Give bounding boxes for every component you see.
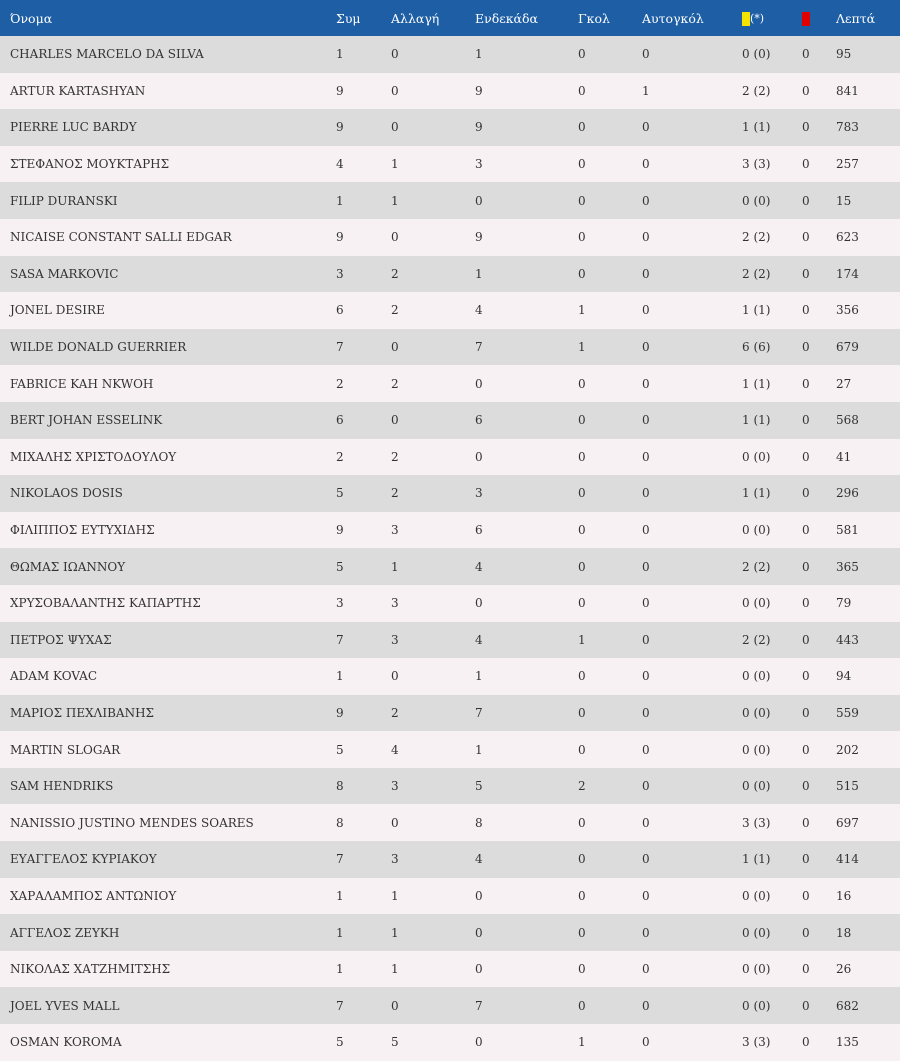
cell-starter: 4	[475, 559, 483, 574]
cell-yellow: 1 (1)	[742, 486, 771, 501]
table-row	[0, 548, 900, 585]
cell-sub: 3	[391, 596, 399, 611]
cell-name: ARTUR KARTASHYAN	[10, 83, 146, 98]
cell-name: ΦΙΛΙΠΠΟΣ ΕΥΤΥΧΙΔΗΣ	[10, 523, 155, 538]
cell-minutes: 41	[836, 449, 852, 464]
cell-minutes: 783	[836, 120, 859, 135]
cell-yellow: 0 (0)	[742, 779, 771, 794]
cell-goals: 0	[578, 998, 586, 1013]
cell-sub: 0	[391, 413, 399, 428]
col-header-goals[interactable]: Γκολ	[578, 10, 610, 26]
cell-starter: 0	[475, 596, 483, 611]
cell-starter: 7	[475, 998, 483, 1013]
cell-goals: 0	[578, 266, 586, 281]
cell-own-goals: 0	[642, 340, 650, 355]
cell-red: 0	[802, 83, 810, 98]
cell-starter: 6	[475, 413, 483, 428]
cell-sub: 3	[391, 632, 399, 647]
cell-sub: 1	[391, 888, 399, 903]
cell-goals: 0	[578, 523, 586, 538]
cell-starter: 6	[475, 523, 483, 538]
cell-goals: 0	[578, 888, 586, 903]
cell-goals: 0	[578, 449, 586, 464]
cell-starter: 7	[475, 340, 483, 355]
cell-yellow: 0 (0)	[742, 47, 771, 62]
cell-apps: 9	[336, 83, 344, 98]
cell-own-goals: 0	[642, 376, 650, 391]
cell-sub: 4	[391, 742, 399, 757]
cell-sub: 2	[391, 376, 399, 391]
cell-sub: 2	[391, 266, 399, 281]
cell-sub: 2	[391, 486, 399, 501]
table-row	[0, 951, 900, 988]
cell-own-goals: 0	[642, 779, 650, 794]
cell-apps: 1	[336, 193, 344, 208]
cell-minutes: 26	[836, 962, 852, 977]
cell-goals: 1	[578, 632, 586, 647]
cell-name: ΜΑΡΙΟΣ ΠΕΧΛΙΒΑΝΗΣ	[10, 705, 155, 720]
cell-apps: 9	[336, 705, 344, 720]
cell-goals: 0	[578, 83, 586, 98]
cell-apps: 8	[336, 779, 344, 794]
cell-own-goals: 0	[642, 705, 650, 720]
cell-minutes: 414	[836, 852, 859, 867]
cell-yellow: 0 (0)	[742, 193, 771, 208]
cell-own-goals: 0	[642, 596, 650, 611]
table-row	[0, 695, 900, 732]
cell-yellow: 6 (6)	[742, 340, 771, 355]
cell-name: FILIP DURANSKI	[10, 193, 118, 208]
cell-starter: 3	[475, 157, 483, 172]
cell-goals: 0	[578, 852, 586, 867]
cell-apps: 1	[336, 925, 344, 940]
cell-starter: 9	[475, 120, 483, 135]
cell-red: 0	[802, 486, 810, 501]
cell-red: 0	[802, 925, 810, 940]
table-row	[0, 256, 900, 293]
cell-red: 0	[802, 779, 810, 794]
cell-name: ΜΙΧΑΛΗΣ ΧΡΙΣΤΟΔΟΥΛΟΥ	[10, 449, 177, 464]
cell-own-goals: 0	[642, 559, 650, 574]
cell-red: 0	[802, 340, 810, 355]
cell-name: ΧΡΥΣΟΒΑΛΑΝΤΗΣ ΚΑΠΑΡΤΗΣ	[10, 596, 201, 611]
cell-name: ΑΓΓΕΛΟΣ ΖΕΥΚΗ	[10, 925, 120, 940]
cell-yellow: 0 (0)	[742, 596, 771, 611]
cell-apps: 9	[336, 120, 344, 135]
cell-yellow: 0 (0)	[742, 742, 771, 757]
cell-name: NANISSIO JUSTINO MENDES SOARES	[10, 815, 254, 830]
cell-minutes: 174	[836, 266, 859, 281]
cell-apps: 7	[336, 632, 344, 647]
cell-sub: 0	[391, 47, 399, 62]
cell-minutes: 257	[836, 157, 859, 172]
table-row	[0, 987, 900, 1024]
cell-apps: 1	[336, 888, 344, 903]
cell-red: 0	[802, 47, 810, 62]
table-row	[0, 475, 900, 512]
table-row	[0, 109, 900, 146]
cell-minutes: 697	[836, 815, 859, 830]
cell-yellow: 2 (2)	[742, 83, 771, 98]
cell-red: 0	[802, 523, 810, 538]
cell-own-goals: 0	[642, 120, 650, 135]
table-row	[0, 365, 900, 402]
cell-starter: 0	[475, 962, 483, 977]
cell-minutes: 202	[836, 742, 859, 757]
cell-red: 0	[802, 303, 810, 318]
cell-red: 0	[802, 413, 810, 428]
table-row	[0, 878, 900, 915]
cell-name: NICAISE CONSTANT SALLI EDGAR	[10, 230, 232, 245]
cell-yellow: 0 (0)	[742, 669, 771, 684]
cell-own-goals: 0	[642, 193, 650, 208]
cell-starter: 0	[475, 1035, 483, 1050]
cell-starter: 7	[475, 705, 483, 720]
table-row	[0, 439, 900, 476]
table-row	[0, 36, 900, 73]
cell-name: ΣΤΕΦΑΝΟΣ ΜΟΥΚΤΑΡΗΣ	[10, 157, 170, 172]
cell-apps: 2	[336, 376, 344, 391]
cell-goals: 0	[578, 413, 586, 428]
table-row	[0, 841, 900, 878]
cell-yellow: 0 (0)	[742, 523, 771, 538]
cell-name: PIERRE LUC BARDY	[10, 120, 137, 135]
table-row	[0, 329, 900, 366]
cell-starter: 1	[475, 742, 483, 757]
cell-apps: 1	[336, 962, 344, 977]
cell-sub: 0	[391, 815, 399, 830]
cell-red: 0	[802, 157, 810, 172]
cell-red: 0	[802, 120, 810, 135]
cell-starter: 4	[475, 632, 483, 647]
table-header-row	[0, 0, 900, 36]
cell-apps: 1	[336, 669, 344, 684]
cell-red: 0	[802, 193, 810, 208]
cell-apps: 1	[336, 47, 344, 62]
cell-sub: 1	[391, 193, 399, 208]
cell-red: 0	[802, 376, 810, 391]
table-row	[0, 402, 900, 439]
cell-starter: 0	[475, 888, 483, 903]
cell-starter: 1	[475, 266, 483, 281]
cell-sub: 0	[391, 998, 399, 1013]
cell-goals: 2	[578, 779, 586, 794]
cell-apps: 7	[336, 852, 344, 867]
cell-goals: 0	[578, 47, 586, 62]
cell-goals: 0	[578, 230, 586, 245]
cell-starter: 0	[475, 193, 483, 208]
cell-own-goals: 0	[642, 632, 650, 647]
cell-minutes: 365	[836, 559, 859, 574]
cell-sub: 0	[391, 230, 399, 245]
cell-minutes: 95	[836, 47, 852, 62]
table-row	[0, 768, 900, 805]
cell-yellow: 2 (2)	[742, 632, 771, 647]
col-header-name[interactable]: Όνομα	[10, 10, 53, 26]
cell-minutes: 356	[836, 303, 859, 318]
cell-minutes: 515	[836, 779, 859, 794]
cell-own-goals: 0	[642, 962, 650, 977]
cell-minutes: 443	[836, 632, 859, 647]
cell-own-goals: 0	[642, 852, 650, 867]
cell-own-goals: 0	[642, 888, 650, 903]
cell-name: NIKOLAOS DOSIS	[10, 486, 123, 501]
cell-goals: 0	[578, 559, 586, 574]
cell-own-goals: 0	[642, 925, 650, 940]
cell-yellow: 2 (2)	[742, 559, 771, 574]
cell-red: 0	[802, 962, 810, 977]
col-header-red[interactable]	[802, 0, 836, 36]
cell-apps: 3	[336, 596, 344, 611]
cell-own-goals: 0	[642, 523, 650, 538]
cell-yellow: 3 (3)	[742, 815, 771, 830]
cell-name: FABRICE KAH NKWOH	[10, 376, 154, 391]
cell-apps: 9	[336, 523, 344, 538]
table-row	[0, 914, 900, 951]
cell-apps: 5	[336, 1035, 344, 1050]
cell-red: 0	[802, 742, 810, 757]
table-row	[0, 622, 900, 659]
cell-apps: 5	[336, 742, 344, 757]
cell-starter: 4	[475, 852, 483, 867]
table-row	[0, 658, 900, 695]
cell-sub: 1	[391, 962, 399, 977]
cell-red: 0	[802, 449, 810, 464]
col-header-own-goals[interactable]: Αυτογκόλ	[642, 10, 704, 26]
cell-yellow: 2 (2)	[742, 230, 771, 245]
cell-own-goals: 0	[642, 413, 650, 428]
cell-red: 0	[802, 888, 810, 903]
cell-yellow: 3 (3)	[742, 1035, 771, 1050]
cell-red: 0	[802, 559, 810, 574]
cell-yellow: 1 (1)	[742, 303, 771, 318]
cell-yellow: 1 (1)	[742, 413, 771, 428]
cell-goals: 0	[578, 486, 586, 501]
cell-name: ΘΩΜΑΣ ΙΩΑΝΝΟΥ	[10, 559, 126, 574]
cell-minutes: 679	[836, 340, 859, 355]
cell-own-goals: 0	[642, 303, 650, 318]
cell-yellow: 3 (3)	[742, 157, 771, 172]
cell-goals: 1	[578, 1035, 586, 1050]
cell-goals: 0	[578, 193, 586, 208]
cell-name: ADAM KOVAC	[10, 669, 98, 684]
cell-starter: 0	[475, 449, 483, 464]
yellow-suffix: (*)	[750, 12, 765, 26]
cell-own-goals: 0	[642, 47, 650, 62]
cell-goals: 0	[578, 157, 586, 172]
cell-red: 0	[802, 852, 810, 867]
cell-minutes: 15	[836, 193, 852, 208]
cell-yellow: 0 (0)	[742, 888, 771, 903]
cell-sub: 0	[391, 669, 399, 684]
yellow-card-icon	[742, 12, 750, 26]
cell-own-goals: 1	[642, 83, 650, 98]
cell-apps: 6	[336, 303, 344, 318]
cell-own-goals: 0	[642, 157, 650, 172]
cell-name: BERT JOHAN ESSELINK	[10, 413, 163, 428]
cell-goals: 1	[578, 340, 586, 355]
cell-apps: 2	[336, 449, 344, 464]
cell-yellow: 1 (1)	[742, 852, 771, 867]
cell-yellow: 0 (0)	[742, 998, 771, 1013]
cell-minutes: 581	[836, 523, 859, 538]
cell-minutes: 296	[836, 486, 859, 501]
cell-starter: 9	[475, 83, 483, 98]
cell-name: ΝΙΚΟΛΑΣ ΧΑΤΖΗΜΙΤΣΗΣ	[10, 962, 171, 977]
cell-red: 0	[802, 596, 810, 611]
cell-name: ΠΕΤΡΟΣ ΨΥΧΑΣ	[10, 632, 112, 647]
cell-own-goals: 0	[642, 1035, 650, 1050]
cell-goals: 0	[578, 669, 586, 684]
cell-minutes: 623	[836, 230, 859, 245]
cell-apps: 6	[336, 413, 344, 428]
cell-sub: 1	[391, 559, 399, 574]
cell-minutes: 94	[836, 669, 852, 684]
cell-goals: 0	[578, 962, 586, 977]
cell-minutes: 27	[836, 376, 852, 391]
cell-starter: 8	[475, 815, 483, 830]
cell-sub: 0	[391, 83, 399, 98]
cell-own-goals: 0	[642, 669, 650, 684]
cell-name: WILDE DONALD GUERRIER	[10, 340, 187, 355]
cell-goals: 0	[578, 120, 586, 135]
cell-red: 0	[802, 669, 810, 684]
cell-sub: 0	[391, 340, 399, 355]
cell-apps: 3	[336, 266, 344, 281]
cell-own-goals: 0	[642, 742, 650, 757]
cell-goals: 0	[578, 925, 586, 940]
table-row	[0, 219, 900, 256]
cell-starter: 1	[475, 47, 483, 62]
cell-own-goals: 0	[642, 815, 650, 830]
cell-sub: 3	[391, 852, 399, 867]
cell-goals: 0	[578, 742, 586, 757]
cell-yellow: 0 (0)	[742, 449, 771, 464]
cell-sub: 0	[391, 120, 399, 135]
table-row	[0, 73, 900, 110]
cell-sub: 2	[391, 705, 399, 720]
cell-starter: 4	[475, 303, 483, 318]
cell-apps: 9	[336, 230, 344, 245]
col-header-sub[interactable]: Αλλαγή	[391, 10, 440, 26]
cell-minutes: 16	[836, 888, 852, 903]
col-header-starter[interactable]: Ενδεκάδα	[475, 10, 538, 26]
cell-goals: 1	[578, 303, 586, 318]
red-card-icon	[802, 12, 810, 26]
cell-own-goals: 0	[642, 230, 650, 245]
table-row	[0, 292, 900, 329]
cell-red: 0	[802, 998, 810, 1013]
cell-apps: 8	[336, 815, 344, 830]
cell-own-goals: 0	[642, 449, 650, 464]
cell-sub: 2	[391, 449, 399, 464]
cell-starter: 0	[475, 376, 483, 391]
cell-yellow: 0 (0)	[742, 705, 771, 720]
cell-sub: 1	[391, 157, 399, 172]
cell-name: MARTIN SLOGAR	[10, 742, 121, 757]
cell-goals: 0	[578, 705, 586, 720]
cell-name: SASA MARKOVIC	[10, 266, 119, 281]
cell-own-goals: 0	[642, 998, 650, 1013]
cell-starter: 3	[475, 486, 483, 501]
col-header-minutes[interactable]: Λεπτά	[836, 10, 876, 26]
cell-name: OSMAN KOROMA	[10, 1035, 122, 1050]
cell-yellow: 0 (0)	[742, 925, 771, 940]
cell-starter: 0	[475, 925, 483, 940]
cell-apps: 7	[336, 998, 344, 1013]
cell-name: ΧΑΡΑΛΑΜΠΟΣ ΑΝΤΩΝΙΟΥ	[10, 888, 177, 903]
cell-minutes: 135	[836, 1035, 859, 1050]
cell-minutes: 79	[836, 596, 852, 611]
cell-red: 0	[802, 815, 810, 830]
cell-goals: 0	[578, 376, 586, 391]
col-header-apps[interactable]: Συμ	[336, 10, 361, 26]
cell-red: 0	[802, 1035, 810, 1050]
cell-yellow: 2 (2)	[742, 266, 771, 281]
cell-yellow: 1 (1)	[742, 376, 771, 391]
cell-own-goals: 0	[642, 266, 650, 281]
cell-sub: 5	[391, 1035, 399, 1050]
cell-name: ΕΥΑΓΓΕΛΟΣ ΚΥΡΙΑΚΟΥ	[10, 852, 157, 867]
cell-starter: 5	[475, 779, 483, 794]
cell-goals: 0	[578, 815, 586, 830]
cell-minutes: 18	[836, 925, 852, 940]
cell-name: CHARLES MARCELO DA SILVA	[10, 47, 204, 62]
cell-name: JOEL YVES MALL	[10, 998, 120, 1013]
table-row	[0, 585, 900, 622]
cell-sub: 1	[391, 925, 399, 940]
table-row	[0, 731, 900, 768]
cell-name: JONEL DESIRE	[10, 303, 105, 318]
cell-own-goals: 0	[642, 486, 650, 501]
cell-apps: 5	[336, 486, 344, 501]
cell-goals: 0	[578, 596, 586, 611]
col-header-yellow[interactable]	[742, 0, 802, 36]
cell-sub: 3	[391, 523, 399, 538]
cell-apps: 4	[336, 157, 344, 172]
cell-red: 0	[802, 632, 810, 647]
cell-minutes: 559	[836, 705, 859, 720]
cell-minutes: 682	[836, 998, 859, 1013]
cell-red: 0	[802, 230, 810, 245]
cell-minutes: 841	[836, 83, 859, 98]
table-row	[0, 804, 900, 841]
cell-red: 0	[802, 705, 810, 720]
cell-sub: 2	[391, 303, 399, 318]
cell-red: 0	[802, 266, 810, 281]
cell-apps: 5	[336, 559, 344, 574]
cell-starter: 9	[475, 230, 483, 245]
cell-sub: 3	[391, 779, 399, 794]
cell-minutes: 568	[836, 413, 859, 428]
cell-yellow: 0 (0)	[742, 962, 771, 977]
cell-yellow: 1 (1)	[742, 120, 771, 135]
table-row	[0, 182, 900, 219]
table-row	[0, 512, 900, 549]
cell-name: SAM HENDRIKS	[10, 779, 114, 794]
table-row	[0, 146, 900, 183]
table-row	[0, 1024, 900, 1061]
cell-starter: 1	[475, 669, 483, 684]
cell-apps: 7	[336, 340, 344, 355]
